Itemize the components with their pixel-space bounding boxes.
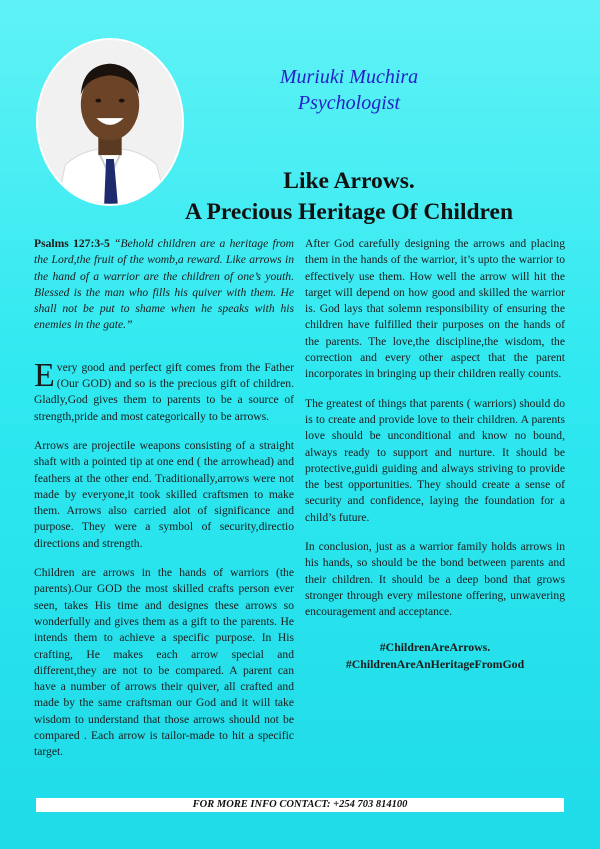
author-block bbox=[254, 64, 444, 116]
title-line-2: A Precious Heritage Of Children bbox=[184, 199, 514, 225]
paragraph-intro bbox=[34, 356, 294, 425]
paragraph-arrows: Arrows are projectile weapons consisting of a straight shaft with a pointed tip at one end ( the arrowhead) and feathers at the other end. Traditionally,arrows were not made by everyone,it took skilled craftsmen to make them. Arrows also carried alot of significance and purpose. They were a symbol of security,directio directions and strength. bbox=[34, 438, 294, 550]
page-title bbox=[120, 166, 578, 228]
scripture-text: “Behold children are a heritage from the Lord,the fruit of the womb,a reward. Like arrows in the hand of a warrior are the children of one’s youth. Blessed is the man who fills his quiver with them. He shall not be put to shame when he speaks with his enemies in the gate.” bbox=[34, 237, 294, 332]
contact-footer: FOR MORE INFO CONTACT: +254 703 814100 bbox=[36, 798, 564, 812]
paragraph-warrior: After God carefully designing the arrows and placing them in the hands of the warrior, it’s upto the warrior to effectively use them. How well the arrow will hit the target will depend on how good and skilled the warrior is. God lays that solemn responsibility of ensuring the children have fulfilled their purposes on the hands of the parents. The love,the discipline,the wisdom, the correction and every other aspect that the parent incorporates in bringing up their children really counts. bbox=[305, 237, 565, 381]
scripture-reference: Psalms 127:3-5 bbox=[34, 237, 110, 250]
right-column bbox=[305, 236, 565, 673]
drop-cap: E bbox=[34, 356, 55, 394]
paragraph-conclusion: In conclusion, just as a warrior family holds arrows in his hands, so should be the bond between parents and their children. It should be a deep bond that grows stronger through every milestone offering, unwavering encouragement and acceptance. bbox=[305, 540, 565, 619]
scripture-quote bbox=[34, 236, 294, 334]
author-name: Muriuki Muchira bbox=[279, 66, 419, 88]
hashtag: #ChildrenAreArrows. bbox=[379, 639, 491, 654]
paragraph-love: The greatest of things that parents ( warriors) should do is to create and provide love to their children. A parents love should be unconditional and know no bound, always ready to support and nurture. It should be protective,guidi guiding and always striving to provide the best opportunities. They should create a sense of security and confidence, laying the foundation for a child’s future. bbox=[305, 396, 565, 524]
title-line-1: Like Arrows. bbox=[283, 168, 415, 194]
author-role: Psychologist bbox=[297, 92, 401, 114]
paragraph-children: Children are arrows in the hands of warriors (the parents).Our GOD the most skilled crafts person ever seen, takes His time and designes these arrows so wonderfully and gives them as a gift to the parents. He intends them to achieve a specific purpose. In His crafting, He makes each arrow special and different,they are not to be compared. A parent can have a number of arrows their quiver, all crafted and made by the same craftsman our God and it will take wisdom to understand that those arrows should not be compared . Each arrow is tailor-made to hit a specific target. bbox=[34, 566, 294, 759]
hashtag: #ChildrenAreAnHeritageFromGod bbox=[345, 656, 525, 671]
hashtags bbox=[305, 639, 565, 673]
left-column bbox=[34, 236, 294, 774]
paragraph-text: very good and perfect gift comes from the Father (Our GOD) and so is the precious gift of children. Gladly,God gives them to parents to be a source of strength,pride and most categorically to be arrows. bbox=[34, 360, 294, 423]
